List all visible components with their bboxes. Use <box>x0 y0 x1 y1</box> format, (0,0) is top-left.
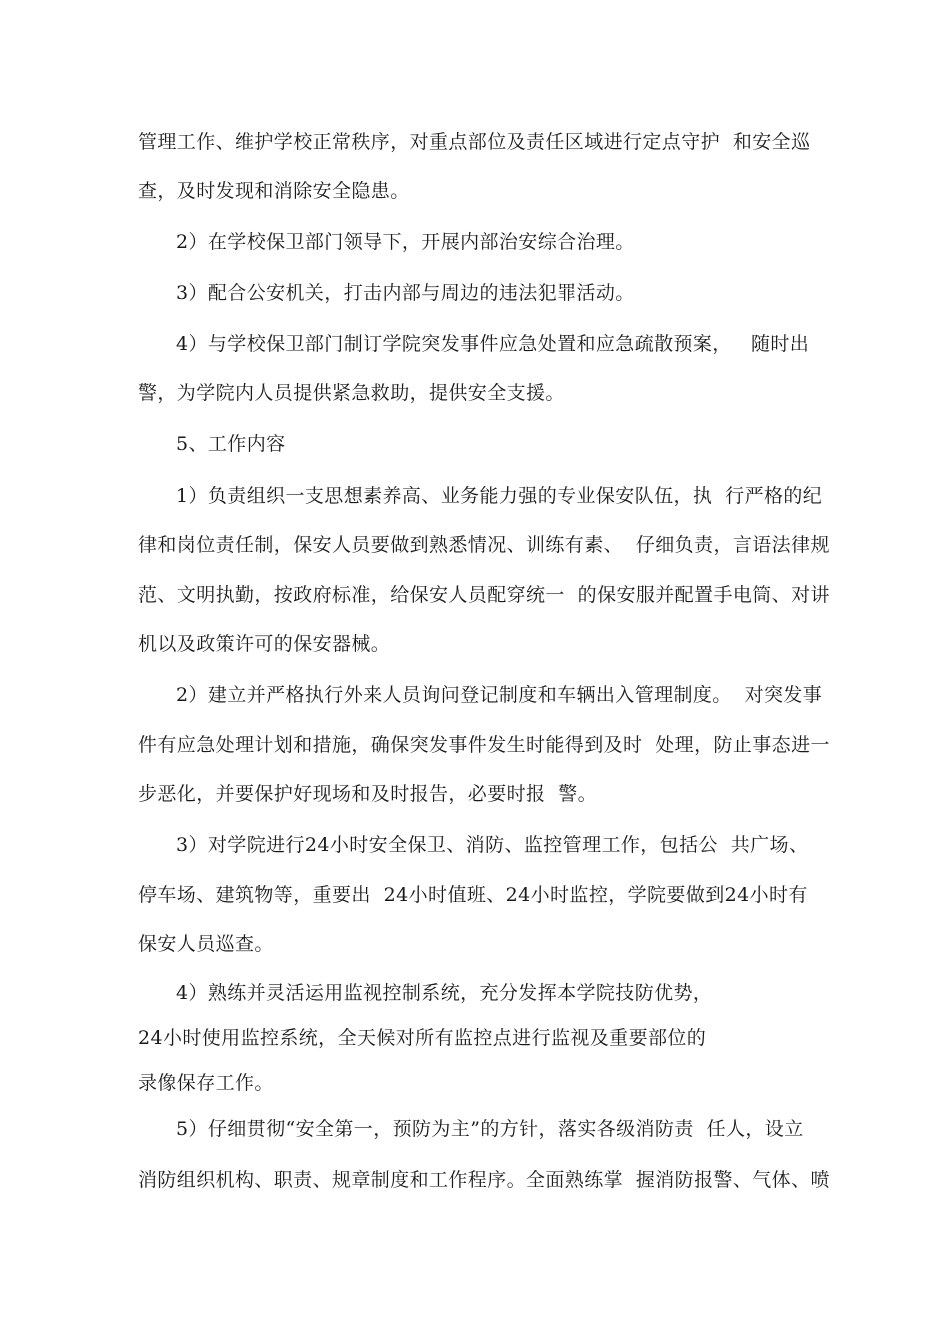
text-line: 消防组织机构、职责、规章制度和工作程序。全面熟练掌 握消防报警、气体、喷 <box>138 1169 830 1191</box>
text-line: 停车场、建筑物等，重要出 24小时值班、24小时监控，学院要做到24小时有 <box>138 884 808 906</box>
text-line: 律和岗位责任制，保安人员要做到熟悉情况、训练有素、 仔细负责，言语法律规 <box>138 534 830 556</box>
section-heading: 5、工作内容 <box>176 433 286 455</box>
text-line: 管理工作、维护学校正常秩序，对重点部位及责任区域进行定点守护 和安全巡 <box>138 131 811 153</box>
text-line: 4）与学校保卫部门制订学院突发事件应急处置和应急疏散预案， 随时出 <box>176 333 810 355</box>
text-line: 机以及政策许可的保安器械。 <box>138 633 391 655</box>
text-line: 2）建立并严格执行外来人员询问登记制度和车辆出入管理制度。 对突发事 <box>176 684 823 706</box>
text-line: 步恶化，并要保护好现场和及时报告，必要时报 警。 <box>138 783 598 805</box>
text-line: 3）对学院进行24小时安全保卫、消防、监控管理工作，包括公 共广场、 <box>176 834 809 856</box>
text-line: 5）仔细贯彻“安全第一，预防为主”的方针，落实各级消防责 任人，设立 <box>176 1118 804 1140</box>
text-line: 保安人员巡查。 <box>138 933 274 955</box>
text-line: 4）熟练并灵活运用监视控制系统，充分发挥本学院技防优势， <box>176 982 713 1004</box>
text-line: 3）配合公安机关，打击内部与周边的违法犯罪活动。 <box>176 282 635 304</box>
text-line: 范、文明执勤，按政府标准，给保安人员配穿统一 的保安服并配置手电筒、对讲 <box>138 584 830 606</box>
text-line: 警，为学院内人员提供紧急救助，提供安全支援。 <box>138 382 565 404</box>
text-line: 查，及时发现和消除安全隐患。 <box>138 180 410 202</box>
text-line: 2）在学校保卫部门领导下，开展内部治安综合治理。 <box>176 231 635 253</box>
text-line: 24小时使用监控系统，全天候对所有监控点进行监视及重要部位的 <box>138 1027 707 1049</box>
text-line: 1）负责组织一支思想素养高、业务能力强的专业保安队伍，执 行严格的纪 <box>176 485 823 507</box>
text-line: 录像保存工作。 <box>138 1072 274 1094</box>
text-line: 件有应急处理计划和措施，确保突发事件发生时能得到及时 处理，防止事态进一 <box>138 734 830 756</box>
